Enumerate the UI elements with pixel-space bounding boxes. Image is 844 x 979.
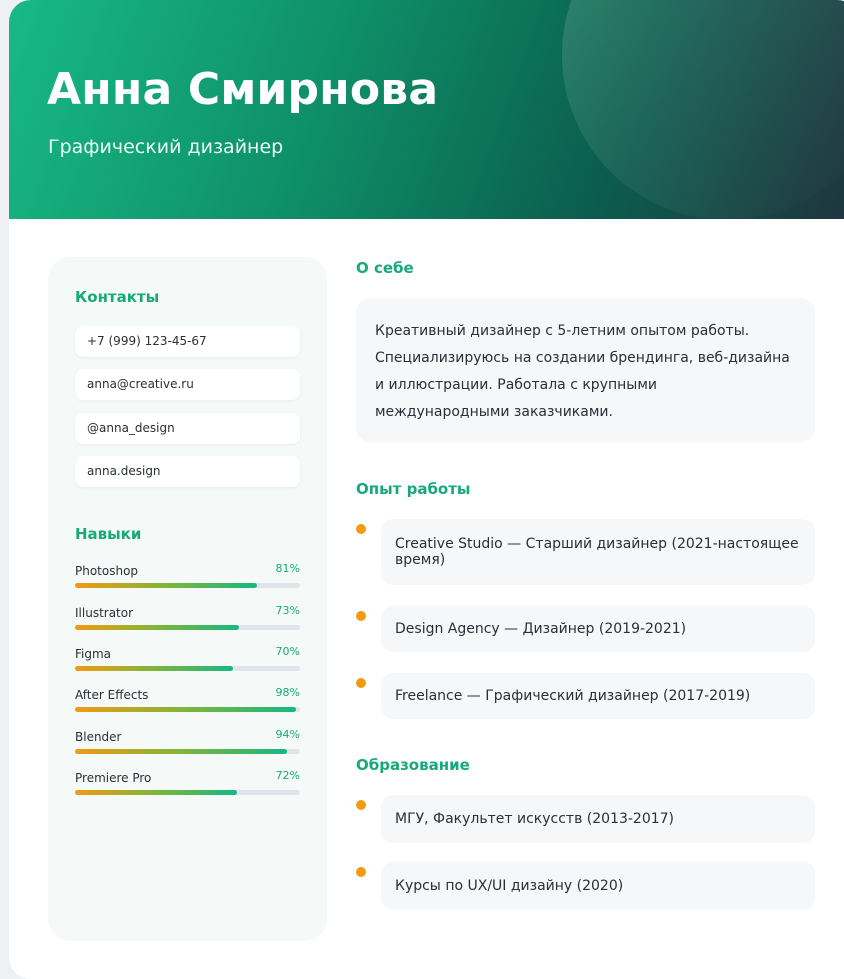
contact-phone[interactable]: +7 (999) 123-45-67 bbox=[75, 326, 300, 357]
skill-bar bbox=[75, 707, 300, 712]
skill-name: After Effects bbox=[75, 688, 149, 702]
skill-bar-fill bbox=[75, 749, 287, 754]
skill-item bbox=[75, 730, 300, 758]
skill-bar bbox=[75, 625, 300, 630]
bullet-dot-icon bbox=[356, 678, 366, 688]
skill-item bbox=[75, 771, 300, 799]
skill-percent: 98% bbox=[275, 686, 300, 699]
skill-percent: 94% bbox=[275, 728, 300, 741]
education-text: МГУ, Факультет искусств (2013-2017) bbox=[381, 795, 815, 843]
skill-bar-fill bbox=[75, 583, 257, 588]
contact-social[interactable]: @anna_design bbox=[75, 413, 300, 444]
skill-name: Figma bbox=[75, 647, 112, 661]
skill-name: Photoshop bbox=[75, 564, 139, 578]
experience-text: Creative Studio — Старший дизайнер (2021-настоящее время) bbox=[381, 519, 815, 585]
skill-bar-fill bbox=[75, 625, 239, 630]
experience-text: Design Agency — Дизайнер (2019-2021) bbox=[381, 606, 815, 652]
bullet-dot-icon bbox=[356, 800, 366, 810]
contact-website[interactable]: anna.design bbox=[75, 456, 300, 487]
skill-item bbox=[75, 688, 300, 716]
bullet-dot-icon bbox=[356, 524, 366, 534]
skill-bar bbox=[75, 749, 300, 754]
contacts-title: Контакты bbox=[75, 288, 160, 306]
skill-percent: 72% bbox=[275, 769, 300, 782]
person-name: Анна Смирнова bbox=[47, 64, 439, 115]
skill-bar bbox=[75, 790, 300, 795]
skill-percent: 81% bbox=[275, 562, 300, 575]
skill-bar-fill bbox=[75, 790, 237, 795]
education-title: Образование bbox=[356, 756, 470, 774]
skill-bar bbox=[75, 583, 300, 588]
education-text: Курсы по UX/UI дизайну (2020) bbox=[381, 862, 815, 910]
resume-card bbox=[9, 0, 844, 979]
skill-bar-fill bbox=[75, 707, 296, 712]
experience-title: Опыт работы bbox=[356, 480, 471, 498]
person-role: Графический дизайнер bbox=[48, 136, 284, 158]
experience-text: Freelance — Графический дизайнер (2017-2019) bbox=[381, 673, 815, 719]
skill-item bbox=[75, 647, 300, 675]
sidebar bbox=[48, 257, 327, 941]
about-text: Креативный дизайнер с 5-летним опытом работы. Специализируюсь на создании брендинга, веб-дизайна и иллюстрации. Работала с крупными международными заказчиками. bbox=[356, 298, 815, 442]
bullet-dot-icon bbox=[356, 611, 366, 621]
skills-title: Навыки bbox=[75, 525, 142, 543]
about-title: О себе bbox=[356, 259, 414, 277]
skill-percent: 73% bbox=[275, 604, 300, 617]
contact-email[interactable]: anna@creative.ru bbox=[75, 369, 300, 400]
skill-bar bbox=[75, 666, 300, 671]
skill-item bbox=[75, 606, 300, 634]
skill-bar-fill bbox=[75, 666, 233, 671]
skill-name: Blender bbox=[75, 730, 122, 744]
main-content bbox=[356, 0, 816, 979]
skill-percent: 70% bbox=[275, 645, 300, 658]
skill-name: Premiere Pro bbox=[75, 771, 152, 785]
skill-name: Illustrator bbox=[75, 606, 134, 620]
bullet-dot-icon bbox=[356, 867, 366, 877]
skill-item bbox=[75, 564, 300, 592]
